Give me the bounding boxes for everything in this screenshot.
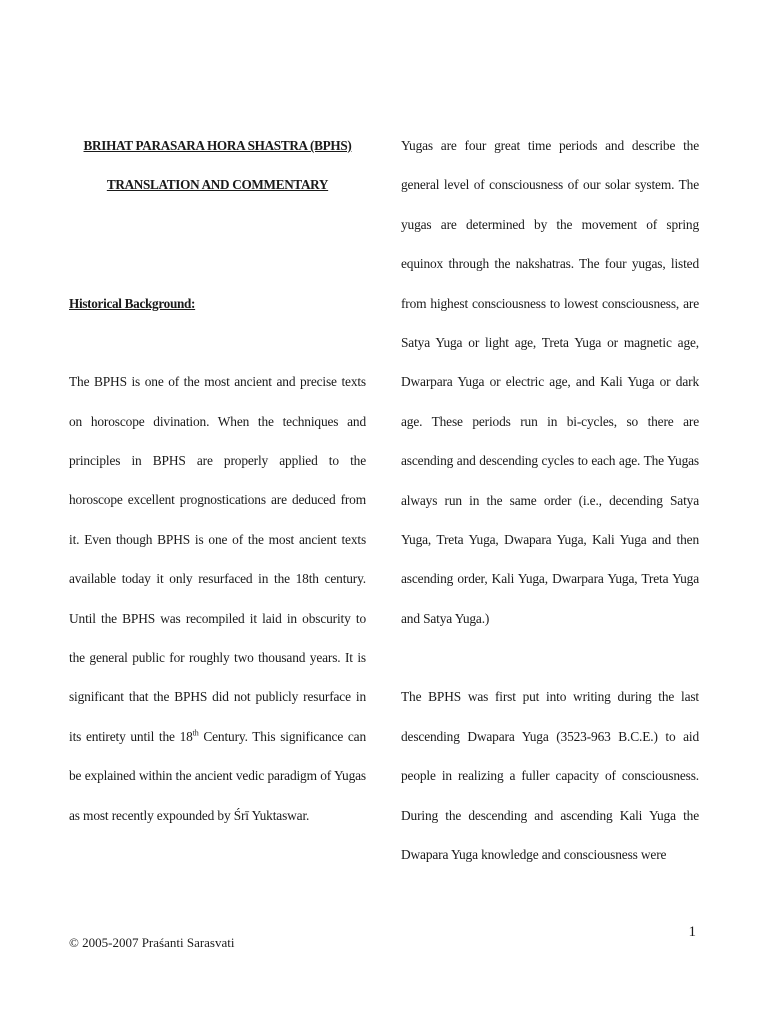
body-paragraph: Yugas are four great time periods and describe the general level of consciousness of our solar system. The yugas are determined by the movement of spring equinox through the nakshatras. The four yugas, listed from highest consciousness to lowest consciousness, are Satya Yuga or light age, Treta Yuga or magnetic age, Dwarpara Yuga or electric age, and Kali Yuga or dark age. These periods run in bi-cycles, so there are ascending and descending cycles to each age. The Yugas always run in the same order (i.e., decending Satya Yuga, Treta Yuga, Dwapara Yuga, Kali Yuga and then ascending order, Kali Yuga, Dwarpara Yuga, Treta Yuga and Satya Yuga.)	[401, 138, 699, 626]
document-subtitle: TRANSLATION AND COMMENTARY	[106, 177, 329, 193]
page-number: 1	[688, 924, 696, 940]
paragraph-text: The BPHS is one of the most ancient and precise texts on horoscope divination. When the techniques and principles in BPHS are properly applied to the horoscope excellent prognostications are deduced from it. Even though BPHS is one of the most ancient texts available today it only resurfaced in the 18th century. Until the BPHS was recompiled it laid in obscurity to the general public for roughly two thousand years. It is significant that the BPHS did not publicly resurface in its entirety until the 18	[69, 374, 366, 744]
right-column	[401, 126, 699, 874]
section-title: Historical Background:	[69, 295, 196, 311]
body-paragraph	[69, 362, 366, 835]
copyright-footer: © 2005-2007 Praśanti Sarasvati	[69, 935, 235, 950]
spacer	[69, 323, 366, 362]
spacer	[69, 205, 366, 284]
superscript: th	[192, 728, 199, 738]
left-column	[69, 126, 366, 835]
body-paragraph: The BPHS was first put into writing during the last descending Dwapara Yuga (3523-963 B.C.E.) to aid people in realizing a fuller capacity of consciousness. During the descending and ascending Kali Yuga the Dwapara Yuga knowledge and consciousness were	[401, 689, 699, 862]
paragraph-text: Century. This significance can be explained within the ancient vedic paradigm of Yugas as most recently expounded by Śrī Yuktaswar.	[69, 728, 366, 823]
document-title: BRIHAT PARASARA HORA SHASTRA (BPHS)	[83, 138, 352, 153]
spacer	[401, 638, 699, 677]
